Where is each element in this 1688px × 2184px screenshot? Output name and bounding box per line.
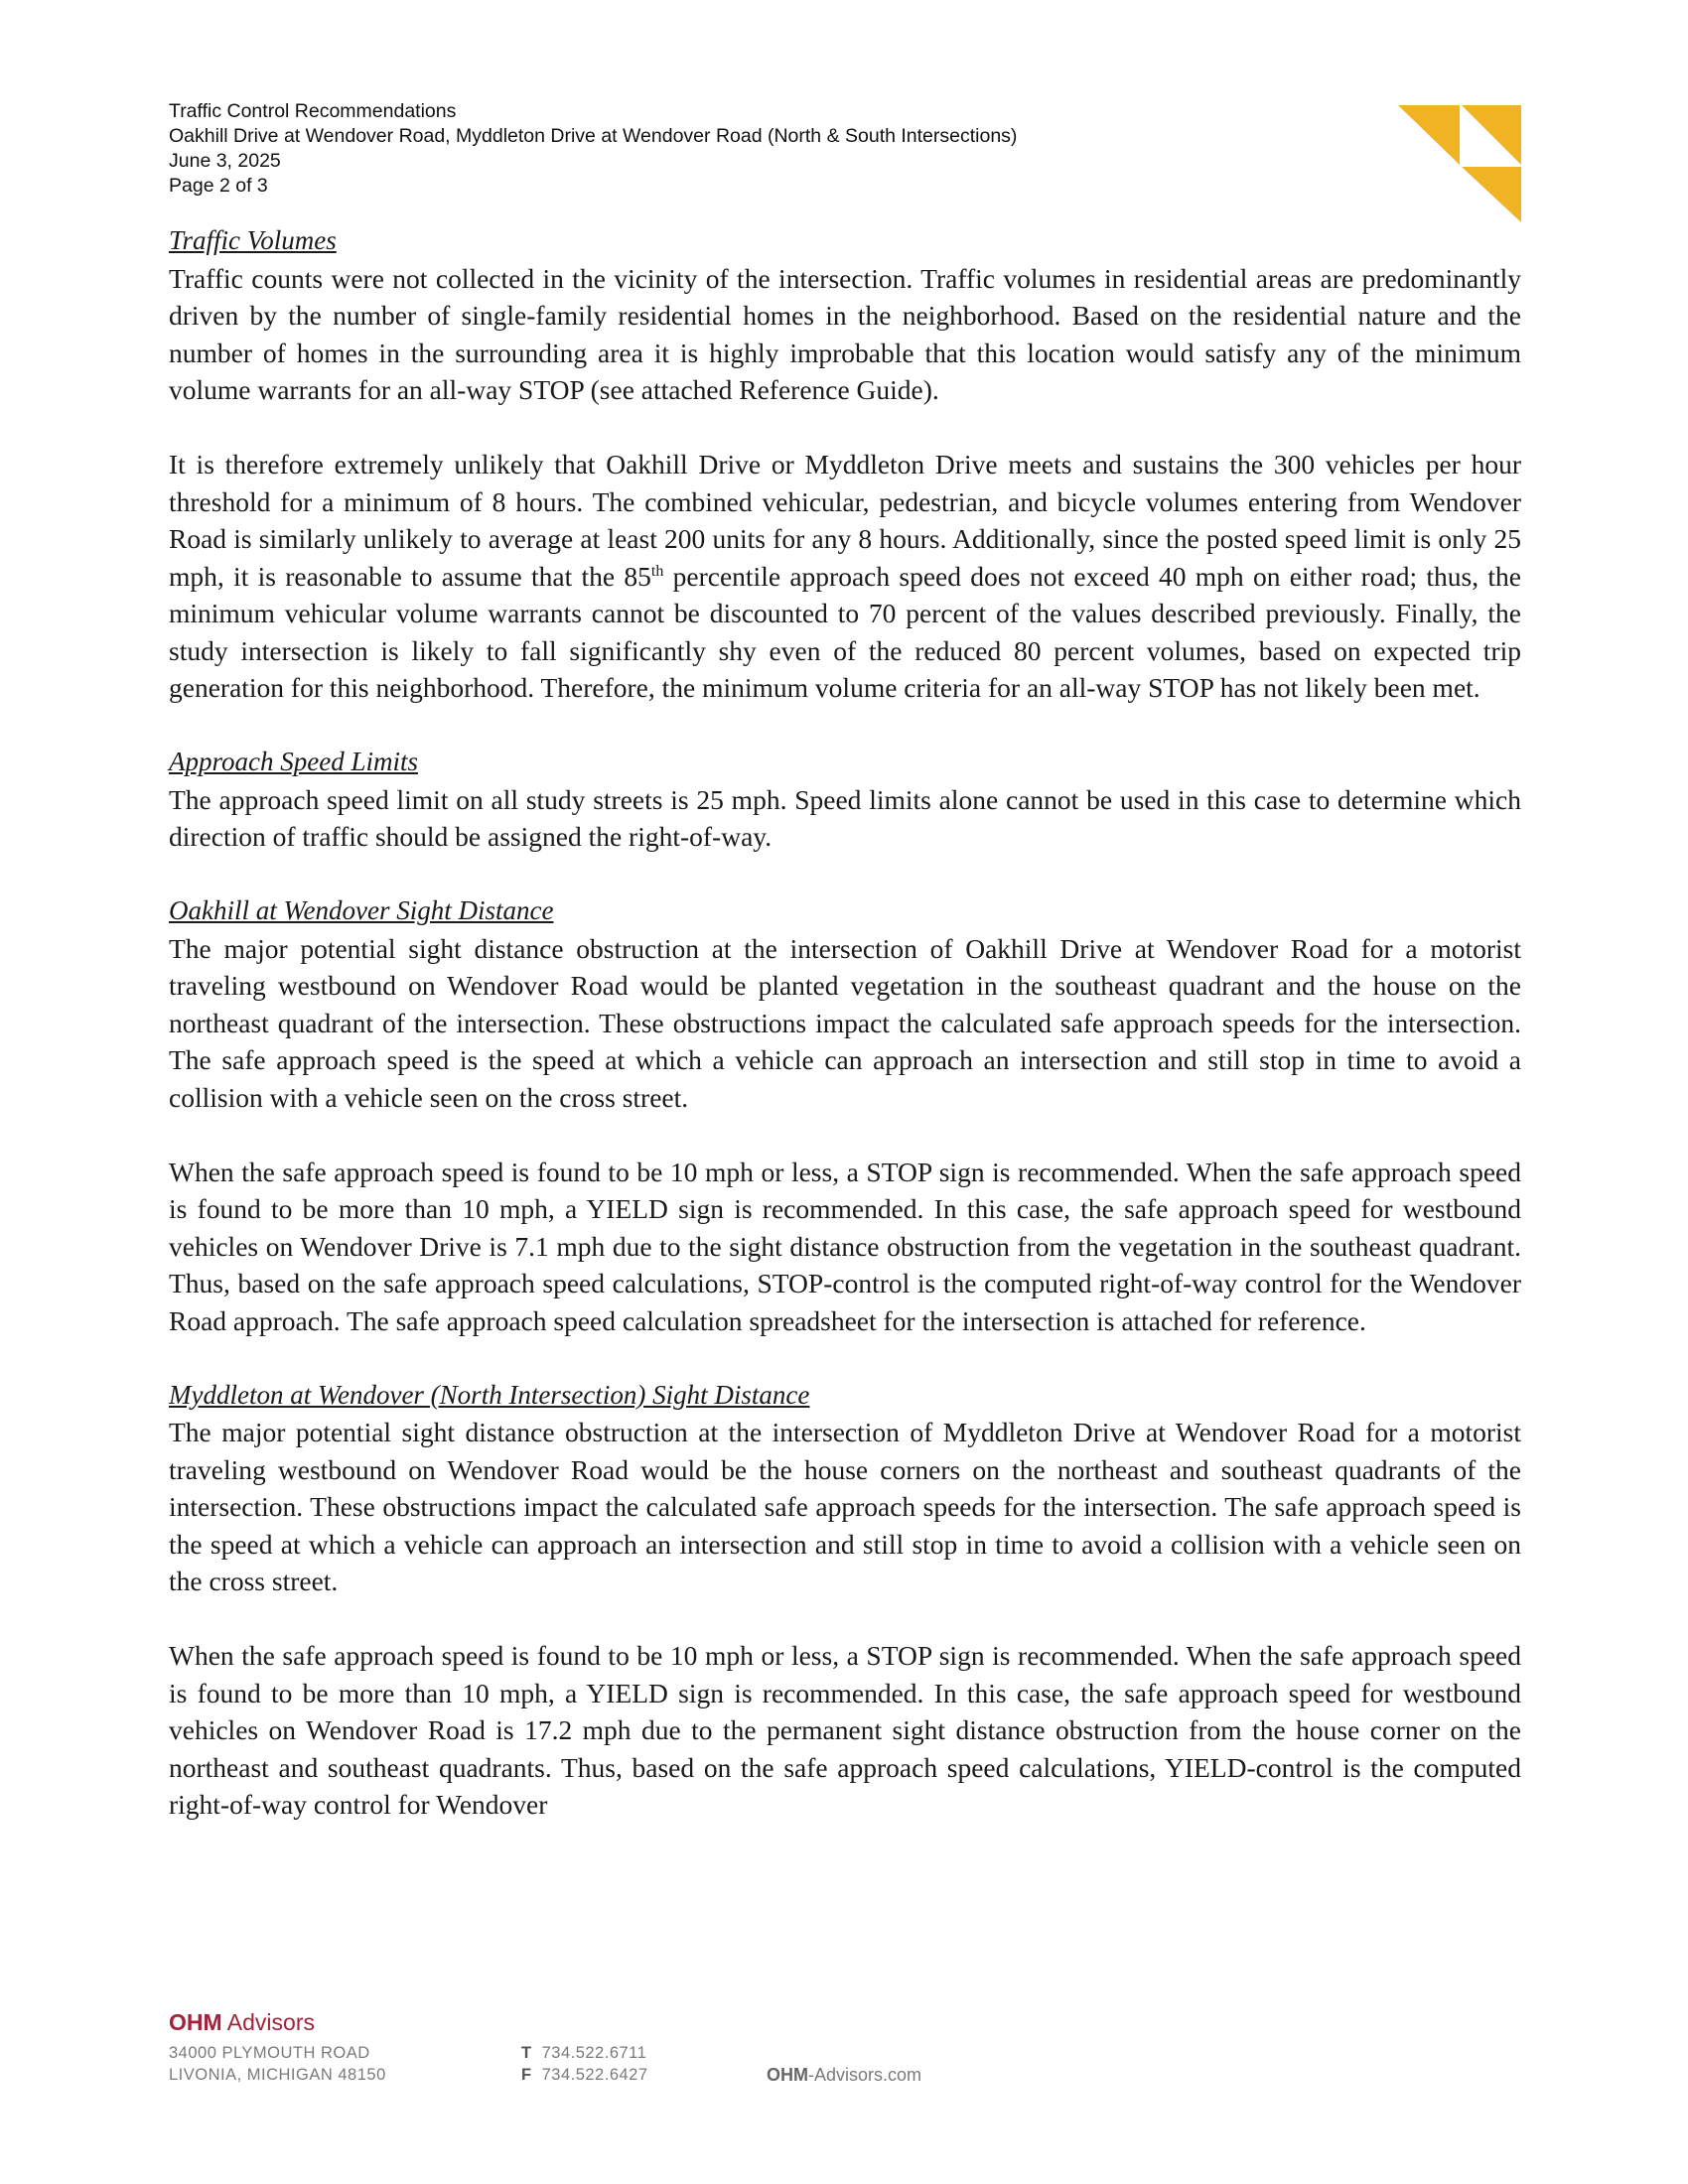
footer-brand: [169, 2008, 1062, 2036]
paragraph-gap: [169, 1339, 1521, 1377]
section-title-oakhill: Oakhill at Wendover Sight Distance: [169, 895, 554, 925]
paragraph: The approach speed limit on all study streets is 25 mph. Speed limits alone cannot be used in this case to determine which direction of traffic should be assigned the right-of-way.: [169, 783, 1521, 852]
letter-body: [169, 222, 1521, 1824]
phone-line: [521, 2042, 648, 2064]
paragraph-text: It is therefore extremely unlikely that Oakhill Drive or Myddleton Drive meets and sustains the 300 vehicles per hour threshold for a minimum of 8 hours. The combined vehicular, pedestrian, and bicycle volumes entering from Wendover Road is similarly unlikely to average at least 200 units for any 8 hours. Additionally, since the posted speed limit is only 25 mph, it is reasonable to assume that the 85: [169, 449, 1521, 592]
letter-footer: [169, 2008, 1062, 2085]
paragraph: [169, 446, 1521, 707]
logo-triangle-bottom: [1462, 167, 1521, 222]
paragraph-gap: [169, 856, 1521, 893]
letter-header: [169, 99, 1211, 199]
paragraph-gap: [169, 409, 1521, 447]
brand-rest: Advisors: [221, 2009, 315, 2035]
site-rest: -Advisors.com: [808, 2065, 922, 2085]
fax-line: [521, 2064, 648, 2086]
logo-triangle-top-right: [1462, 105, 1521, 165]
ordinal-suffix: th: [650, 562, 664, 580]
footer-address: [169, 2042, 386, 2086]
fax-label: F: [521, 2066, 532, 2084]
paragraph: When the safe approach speed is found to be 10 mph or less, a STOP sign is recommended. When the safe approach speed is found to be more than 10 mph, a YIELD sign is recommended. In this case, the safe approach speed for westbound vehicles on Wendover Road is 17.2 mph due to the permanent sight distance obstruction from the house corner on the northeast and southeast quadrants. Thus, based on the safe approach speed calculations, YIELD-control is the computed right-of-way control for Wendover: [169, 1640, 1521, 1820]
phone-label: T: [521, 2044, 532, 2062]
logo-triangle-top-left: [1398, 105, 1460, 165]
header-page-number: Page 2 of 3: [169, 175, 268, 197]
paragraph: Traffic counts were not collected in the vicinity of the intersection. Traffic volumes in residential areas are predominantly driven by the number of single-family residential homes in the neighborhood. Based on the residential nature and the number of homes in the surrounding area it is highly improbable that this location would satisfy any of the minimum volume warrants for an all-way STOP (see attached Reference Guide).: [169, 262, 1521, 405]
fax-number: 734.522.6427: [541, 2066, 648, 2084]
brand-bold: OHM: [169, 2009, 222, 2035]
paragraph: The major potential sight distance obstruction at the intersection of Myddleton Drive at Wendover Road for a motorist traveling westbound on Wendover Road would be the house corners on the northeast and southeast quadrants of the intersection. These obstructions impact the calculated safe approach speeds for the intersection. The safe approach speed is the speed at which a vehicle can approach an intersection and still stop in time to avoid a collision with a vehicle seen on the cross street.: [169, 1417, 1521, 1596]
section-title-approach-speed: Approach Speed Limits: [169, 747, 418, 776]
paragraph-gap: [169, 1600, 1521, 1638]
header-title: Traffic Control Recommendations: [169, 100, 457, 122]
ohm-logo-icon: [1398, 103, 1521, 222]
paragraph-gap: [169, 1116, 1521, 1154]
phone-number: 734.522.6711: [541, 2044, 647, 2062]
paragraph-gap: [169, 707, 1521, 745]
paragraph-text: percentile approach speed does not exceed 40 mph on either road; thus, the minimum vehicular volume warrants cannot be discounted to 70 percent of the values described previously. Finally, the study intersection is likely to fall significantly shy even of the reduced 80 percent volumes, based on expected trip generation for this neighborhood. Therefore, the minimum volume criteria for an all-way STOP has not likely been met.: [169, 560, 1521, 703]
address-line-2: LIVONIA, MICHIGAN 48150: [169, 2066, 386, 2084]
address-line-1: 34000 PLYMOUTH ROAD: [169, 2044, 370, 2062]
section-title-traffic-volumes: Traffic Volumes: [169, 225, 337, 255]
site-bold: OHM: [767, 2065, 808, 2085]
footer-website-link[interactable]: [767, 2064, 921, 2086]
footer-contact: [521, 2042, 648, 2086]
section-title-myddleton-north: Myddleton at Wendover (North Intersection) Sight Distance: [169, 1379, 810, 1410]
paragraph: The major potential sight distance obstruction at the intersection of Oakhill Drive at Wendover Road for a motorist traveling westbound on Wendover Road would be planted vegetation in the southeast quadrant and the house on the northeast quadrant of the intersection. These obstructions impact the calculated safe approach speeds for the intersection. The safe approach speed is the speed at which a vehicle can approach an intersection and still stop in time to avoid a collision with a vehicle seen on the cross street.: [169, 932, 1521, 1113]
paragraph: When the safe approach speed is found to be 10 mph or less, a STOP sign is recommended. When the safe approach speed is found to be more than 10 mph, a YIELD sign is recommended. In this case, the safe approach speed for westbound vehicles on Wendover Drive is 7.1 mph due to the sight distance obstruction from the vegetation in the southeast quadrant. Thus, based on the safe approach speed calculations, STOP-control is the computed right-of-way control for the Wendover Road approach. The safe approach speed calculation spreadsheet for the intersection is attached for reference.: [169, 1156, 1521, 1336]
header-date: June 3, 2025: [169, 150, 281, 172]
header-subject: Oakhill Drive at Wendover Road, Myddleton Drive at Wendover Road (North & South Intersections): [169, 125, 1018, 147]
